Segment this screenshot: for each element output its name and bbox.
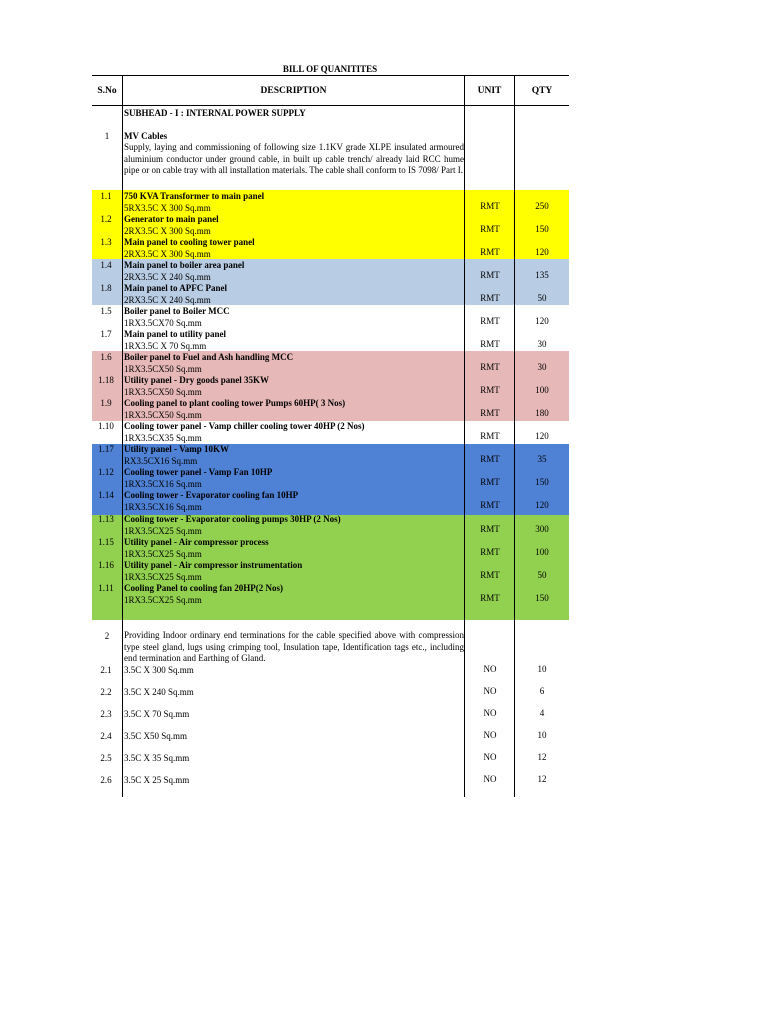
row-unit: RMT <box>480 454 500 464</box>
row-description <box>124 444 464 467</box>
row-cable-size: 1RX3.5CX35 Sq.mm <box>124 432 202 443</box>
row-cable-size: RX3.5CX16 Sq.mm <box>124 455 198 466</box>
cable-row <box>92 191 569 214</box>
row-sno: 1.14 <box>98 490 114 500</box>
row-sno: 1.6 <box>100 352 112 362</box>
row-termination-size: 3.5C X 25 Sq.mm <box>124 775 190 785</box>
cable-row <box>92 583 569 606</box>
row-qty: 250 <box>535 201 549 211</box>
row-cable-size: 1RX3.5CX50 Sq.mm <box>124 409 202 420</box>
row-description <box>124 352 464 375</box>
row-unit: RMT <box>480 408 500 418</box>
row-description <box>124 214 464 237</box>
section2-sno: 2 <box>104 631 110 641</box>
row-qty: 150 <box>535 593 549 603</box>
row-qty: 120 <box>535 247 549 257</box>
row-description <box>124 560 464 583</box>
row-description <box>124 775 464 787</box>
row-qty: 100 <box>535 385 549 395</box>
row-cable-route: Cooling tower - Evaporator cooling fan 10HP <box>124 490 299 500</box>
row-cable-route: Boiler panel to Fuel and Ash handling MCC <box>124 352 294 362</box>
cable-row <box>92 375 569 398</box>
cable-row <box>92 398 569 421</box>
row-termination-size: 3.5C X 70 Sq.mm <box>124 709 190 719</box>
row-description <box>124 375 464 398</box>
row-qty: 120 <box>535 500 549 510</box>
termination-row <box>92 664 569 682</box>
row-qty: 50 <box>537 293 547 303</box>
row-qty: 12 <box>537 774 547 784</box>
row-qty: 300 <box>535 524 549 534</box>
row-cable-size: 1RX3.5CX70 Sq.mm <box>124 317 202 328</box>
row-description <box>124 731 464 743</box>
termination-row <box>92 730 569 748</box>
row-cable-size: 1RX3.5CX16 Sq.mm <box>124 501 202 512</box>
row-sno: 1.12 <box>98 467 114 477</box>
row-cable-route: Utility panel - Dry goods panel 35KW <box>124 375 270 385</box>
cable-row <box>92 421 569 444</box>
row-sno: 1.17 <box>98 444 114 454</box>
cable-row <box>92 514 569 537</box>
row-description <box>124 260 464 283</box>
row-sno: 1.10 <box>98 421 114 431</box>
row-cable-route: Main panel to boiler area panel <box>124 260 245 270</box>
section2-description: Providing Indoor ordinary end terminations for the cable specified above with compression type steel gland, lugs using crimping tool, Insulation tape, Identification tags etc., including end termination and Earthing of Gland. <box>124 630 464 663</box>
cable-row <box>92 306 569 329</box>
row-qty: 120 <box>535 316 549 326</box>
row-unit: RMT <box>480 201 500 211</box>
row-cable-size: 1RX3.5CX50 Sq.mm <box>124 386 202 397</box>
row-cable-size: 1RX3.5CX25 Sq.mm <box>124 594 202 605</box>
header-unit: UNIT <box>477 86 502 96</box>
section1-description: Supply, laying and commissioning of following size 1.1KV grade XLPE insulated armoured aluminium conductor under ground cable, in built up cable trench/ already laid RCC hume pipe or on cable tray with all installation materials. The cable shall conform to IS 7098/ Part I. <box>124 142 464 175</box>
cable-row <box>92 214 569 237</box>
row-qty: 10 <box>537 664 547 674</box>
row-unit: NO <box>483 752 497 762</box>
row-cable-size: 2RX3.5C X 300 Sq.mm <box>124 225 211 236</box>
row-cable-size: 5RX3.5C X 300 Sq.mm <box>124 202 211 213</box>
row-qty: 4 <box>539 708 545 718</box>
row-qty: 180 <box>535 408 549 418</box>
row-description <box>124 237 464 260</box>
row-unit: NO <box>483 708 497 718</box>
row-cable-size: 1RX3.5C X 70 Sq.mm <box>124 340 207 351</box>
row-unit: NO <box>483 664 497 674</box>
row-termination-size: 3.5C X50 Sq.mm <box>124 731 188 741</box>
row-cable-size: 2RX3.5C X 300 Sq.mm <box>124 248 211 259</box>
header-sno: S.No <box>97 86 117 96</box>
row-unit: RMT <box>480 224 500 234</box>
row-sno: 2.1 <box>100 665 112 675</box>
row-unit: RMT <box>480 570 500 580</box>
row-cable-route: 750 KVA Transformer to main panel <box>124 191 265 201</box>
row-sno: 1.5 <box>100 306 112 316</box>
row-cable-route: Utility panel - Air compressor instrumentation <box>124 560 303 570</box>
row-description <box>124 421 464 444</box>
subhead-title: SUBHEAD - I : INTERNAL POWER SUPPLY <box>124 108 306 118</box>
row-cable-size: 2RX3.5C X 240 Sq.mm <box>124 271 211 282</box>
row-qty: 120 <box>535 431 549 441</box>
row-cable-size: 2RX3.5C X 240 Sq.mm <box>124 294 211 305</box>
row-sno: 1.7 <box>100 329 112 339</box>
cable-row <box>92 537 569 560</box>
row-unit: RMT <box>480 385 500 395</box>
row-unit: RMT <box>480 593 500 603</box>
row-sno: 1.18 <box>98 375 114 385</box>
row-sno: 2.4 <box>100 731 112 741</box>
row-cable-route: Generator to main panel <box>124 214 219 224</box>
row-cable-route: Cooling panel to plant cooling tower Pumps 60HP( 3 Nos) <box>124 398 346 408</box>
termination-row <box>92 708 569 726</box>
row-sno: 1.11 <box>98 583 114 593</box>
row-cable-route: Cooling tower panel - Vamp chiller cooling tower 40HP (2 Nos) <box>124 421 365 431</box>
termination-row <box>92 686 569 704</box>
row-description <box>124 490 464 513</box>
row-qty: 10 <box>537 730 547 740</box>
row-qty: 100 <box>535 547 549 557</box>
row-cable-route: Boiler panel to Boiler MCC <box>124 306 230 316</box>
row-termination-size: 3.5C X 35 Sq.mm <box>124 753 190 763</box>
row-unit: RMT <box>480 477 500 487</box>
header-qty: QTY <box>531 86 553 96</box>
row-description <box>124 583 464 606</box>
row-sno: 1.16 <box>98 560 114 570</box>
row-sno: 1.8 <box>100 283 112 293</box>
row-cable-route: Cooling tower - Evaporator cooling pumps 30HP (2 Nos) <box>124 514 341 524</box>
row-cable-size: 1RX3.5CX25 Sq.mm <box>124 525 202 536</box>
row-description <box>124 329 464 352</box>
cable-row <box>92 283 569 306</box>
header-description: DESCRIPTION <box>260 86 327 96</box>
row-unit: RMT <box>480 362 500 372</box>
row-qty: 150 <box>535 477 549 487</box>
section1-title: MV Cables <box>124 131 168 141</box>
row-qty: 30 <box>537 362 547 372</box>
cable-row <box>92 260 569 283</box>
row-description <box>124 537 464 560</box>
header-bottom-rule <box>92 105 569 106</box>
row-sno: 2.5 <box>100 753 112 763</box>
row-unit: RMT <box>480 270 500 280</box>
row-cable-size: 1RX3.5CX25 Sq.mm <box>124 571 202 582</box>
row-qty: 12 <box>537 752 547 762</box>
cable-row <box>92 560 569 583</box>
cable-row <box>92 352 569 375</box>
row-description <box>124 753 464 765</box>
row-unit: RMT <box>480 547 500 557</box>
termination-row <box>92 752 569 770</box>
row-sno: 1.13 <box>98 514 114 524</box>
row-unit: RMT <box>480 524 500 534</box>
termination-row <box>92 774 569 792</box>
row-cable-route: Main panel to APFC Panel <box>124 283 227 293</box>
header-top-rule <box>92 75 569 76</box>
row-sno: 1.4 <box>100 260 112 270</box>
cable-row <box>92 490 569 513</box>
cable-row <box>92 444 569 467</box>
row-description <box>124 514 464 537</box>
row-qty: 30 <box>537 339 547 349</box>
row-description <box>124 665 464 677</box>
row-description <box>124 467 464 490</box>
row-unit: NO <box>483 686 497 696</box>
row-unit: RMT <box>480 316 500 326</box>
row-cable-size: 1RX3.5CX25 Sq.mm <box>124 548 202 559</box>
row-qty: 6 <box>539 686 545 696</box>
row-sno: 1.2 <box>100 214 112 224</box>
row-sno: 2.2 <box>100 687 112 697</box>
row-description <box>124 306 464 329</box>
row-sno: 1.1 <box>100 191 112 201</box>
cable-row <box>92 237 569 260</box>
row-unit: RMT <box>480 247 500 257</box>
row-unit: RMT <box>480 339 500 349</box>
row-sno: 1.15 <box>98 537 114 547</box>
row-description <box>124 709 464 721</box>
row-cable-route: Cooling tower panel - Vamp Fan 10HP <box>124 467 273 477</box>
row-unit: NO <box>483 774 497 784</box>
cable-row <box>92 329 569 352</box>
row-unit: NO <box>483 730 497 740</box>
row-description <box>124 191 464 214</box>
row-description <box>124 398 464 421</box>
row-unit: RMT <box>480 500 500 510</box>
row-sno: 2.3 <box>100 709 112 719</box>
row-qty: 35 <box>537 454 547 464</box>
row-sno: 2.6 <box>100 775 112 785</box>
row-description <box>124 283 464 306</box>
row-qty: 150 <box>535 224 549 234</box>
row-cable-size: 1RX3.5CX50 Sq.mm <box>124 363 202 374</box>
row-qty: 50 <box>537 570 547 580</box>
section1-sno: 1 <box>104 131 110 141</box>
row-termination-size: 3.5C X 240 Sq.mm <box>124 687 194 697</box>
row-sno: 1.9 <box>100 398 112 408</box>
row-cable-route: Cooling Panel to cooling fan 20HP(2 Nos) <box>124 583 283 593</box>
row-termination-size: 3.5C X 300 Sq.mm <box>124 665 194 675</box>
row-cable-route: Main panel to cooling tower panel <box>124 237 255 247</box>
row-sno: 1.3 <box>100 237 112 247</box>
row-unit: RMT <box>480 293 500 303</box>
cable-row <box>92 467 569 490</box>
row-qty: 135 <box>535 270 549 280</box>
row-description <box>124 687 464 699</box>
row-unit: RMT <box>480 431 500 441</box>
row-cable-route: Main panel to utility panel <box>124 329 227 339</box>
document-title: BILL OF QUANITITES <box>282 64 378 74</box>
row-cable-route: Utility panel - Vamp 10KW <box>124 444 230 454</box>
row-cable-size: 1RX3.5CX16 Sq.mm <box>124 478 202 489</box>
row-cable-route: Utility panel - Air compressor process <box>124 537 269 547</box>
